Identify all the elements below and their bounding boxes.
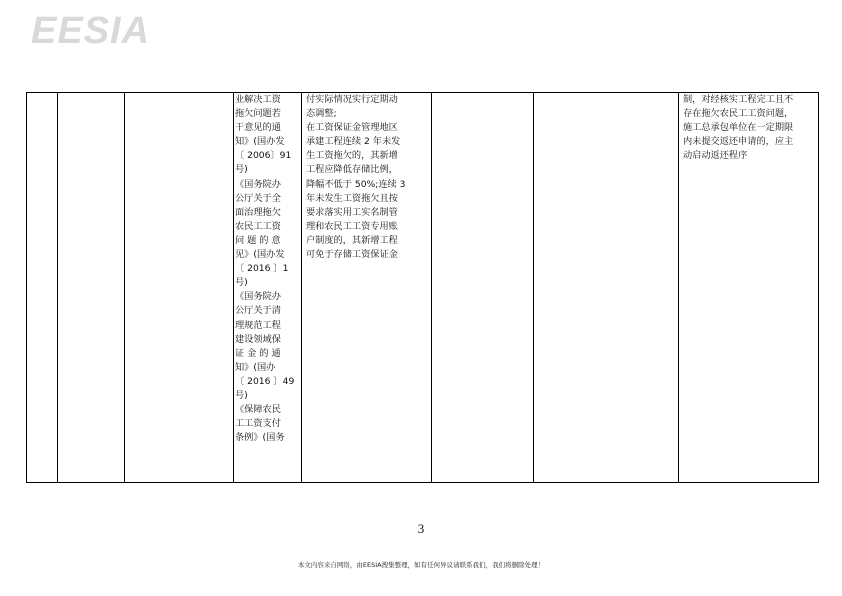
page-number: 3 xyxy=(417,521,425,536)
footer-disclaimer: 本文内容来自网络，由EESIA搜集整理，如有任何异议请联系我们，我们将删除处理！ xyxy=(297,561,545,569)
table-column-divider xyxy=(301,92,302,483)
table-column-divider xyxy=(431,92,432,483)
table-column-divider xyxy=(678,92,679,483)
table-column-divider xyxy=(533,92,534,483)
implementation-content-cell: 付实际情况实行定期动 态调整; 在工资保证金管理地区 承建工程连续 2 年未发 生工资拖欠的，其新增 工程应降低存储比例， 降幅不低于 50%;连续 3 年未发生工资拖欠且按 要求落实用工实名制管 理和农民工工资专用账 户制度的，其新增工程 可免于存储工资保证金 xyxy=(306,94,406,261)
table-column-divider xyxy=(124,92,125,483)
table-column-divider xyxy=(57,92,58,483)
policy-basis-cell: 业解决工资 拖欠问题若 干意见的通 知》(国办发 〔 2006〕91 号) 《国务院办 公厅关于全 面治理拖欠 农民工工资 问 题 的 意 见》(国办发 〔 2016 〕1 号) 《国务院办 公厅关于清 理规范工程 建设领域保 证 金 的 通 知》(国办 〔 2016 〕49 号) 《保障农民 工工资支付 条例》(国务 xyxy=(235,94,295,444)
table-column-divider xyxy=(233,92,234,483)
remarks-cell: 制，对经核实工程完工且不 存在拖欠农民工工资问题， 施工总承包单位在一定期限 内未提交返还申请的，应主 动启动返还程序 xyxy=(683,94,794,162)
eesia-logo: EESIA xyxy=(31,10,151,52)
